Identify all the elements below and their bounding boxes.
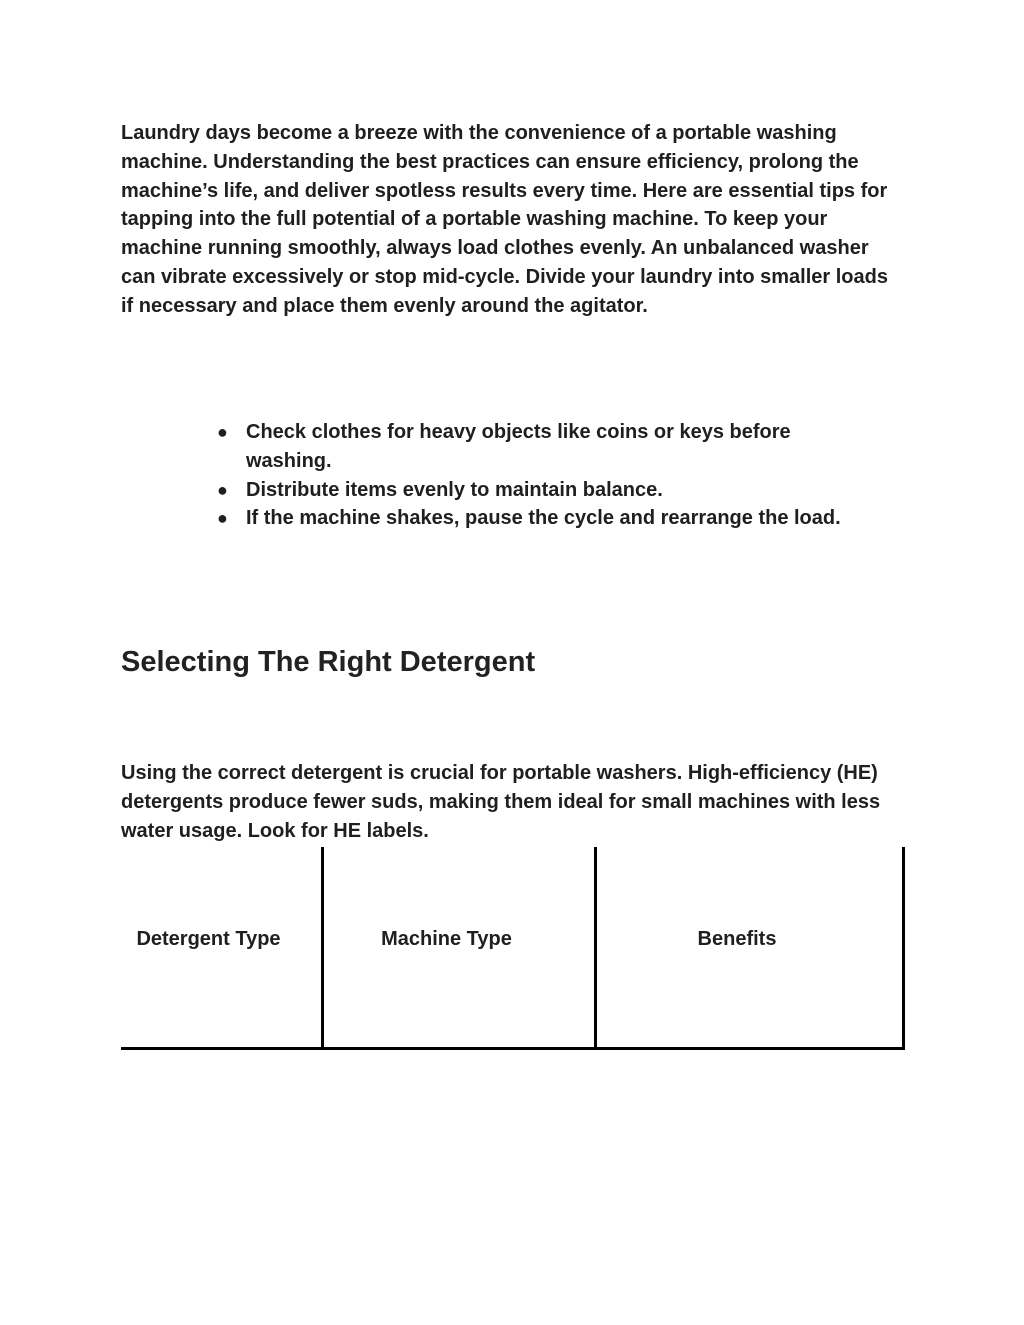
section-paragraph: Using the correct detergent is crucial for portable washers. High-efficiency (HE) detergents produce fewer suds, making them ideal for small machines with less water usage. Look for HE labels. [121,762,881,842]
table-header-machine-type: Machine Type [381,928,512,950]
list-item [217,476,866,505]
list-item-text: If the machine shakes, pause the cycle and rearrange the load. [246,507,841,530]
bullet-icon: ● [217,479,228,500]
list-item [217,418,866,476]
list-item [217,504,866,533]
table-column-divider [902,847,905,1050]
tips-list [217,418,866,533]
intro-paragraph: Laundry days become a breeze with the convenience of a portable washing machine. Understanding the best practices can ensure efficiency, prolong the machine’s life, and deliver spotless results every time. Here are essential tips for tapping into the full potential of a portable washing machine. To keep your machine running smoothly, always load clothes evenly. An unbalanced washer can vibrate excessively or stop mid-cycle. Divide your laundry into smaller loads if necessary and place them evenly around the agitator. [121,122,888,317]
table-header-detergent-type: Detergent Type [136,928,281,950]
detergent-table [121,847,905,1050]
list-item-text: Distribute items evenly to maintain balance. [246,478,663,501]
bullet-icon: ● [217,422,228,442]
list-item-text: Check clothes for heavy objects like coins or keys before washing. [246,421,791,472]
section-heading: Selecting The Right Detergent [121,646,536,678]
table-header-benefits: Benefits [697,928,777,950]
bullet-icon: ● [217,508,228,529]
table-bottom-border [121,1047,905,1050]
